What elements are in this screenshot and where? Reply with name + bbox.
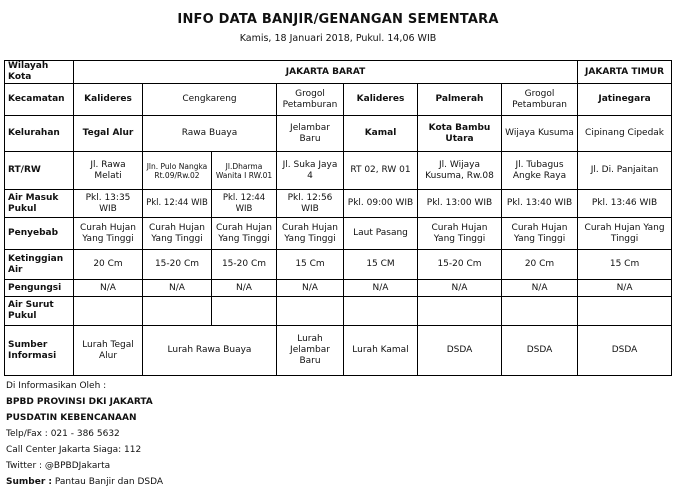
rtrw-cell: Jl. Suka Jaya 4 [277,152,344,190]
kelurahan-cell: Rawa Buaya [143,116,277,152]
air-masuk-cell: Pkl. 12:44 WIB [212,190,277,218]
label-kelurahan: Kelurahan [5,116,74,152]
footer-info [6,378,163,490]
penyebab-cell: Curah Hujan Yang Tinggi [418,218,502,250]
source-value: Pantau Banjir dan DSDA [51,477,164,487]
kelurahan-cell: Tegal Alur [74,116,143,152]
kecamatan-cell: Kalideres [344,84,418,116]
rtrw-cell: Jl. Di. Panjaitan [578,152,672,190]
air-surut-cell [143,297,212,326]
ketinggian-cell: 15 CM [344,250,418,280]
kecamatan-cell: Cengkareng [143,84,277,116]
org-pusdatin: PUSDATIN KEBENCANAAN [6,413,137,423]
penyebab-cell: Curah Hujan Yang Tinggi [502,218,578,250]
kelurahan-cell: Jelambar Baru [277,116,344,152]
pengungsi-cell: N/A [344,280,418,297]
row-pengungsi [5,280,672,297]
row-sumber [5,326,672,376]
twitter-handle: Twitter : @BPBDJakarta [6,461,111,471]
penyebab-cell: Curah Hujan Yang Tinggi [578,218,672,250]
pengungsi-cell: N/A [143,280,212,297]
kelurahan-cell: Kamal [344,116,418,152]
kecamatan-cell: Kalideres [74,84,143,116]
row-kelurahan [5,116,672,152]
sumber-cell: DSDA [578,326,672,376]
label-rtrw: RT/RW [5,152,74,190]
rtrw-cell: RT 02, RW 01 [344,152,418,190]
row-ketinggian [5,250,672,280]
penyebab-cell: Laut Pasang [344,218,418,250]
air-masuk-cell: Pkl. 12:56 WIB [277,190,344,218]
row-wilayah [5,61,672,84]
kecamatan-cell: Jatinegara [578,84,672,116]
ketinggian-cell: 15-20 Cm [212,250,277,280]
flood-data-table [4,60,672,376]
air-masuk-cell: Pkl. 13:35 WIB [74,190,143,218]
telp-fax: Telp/Fax : 021 - 386 5632 [6,429,120,439]
air-surut-cell [578,297,672,326]
label-wilayah: Wilayah Kota [5,61,74,84]
ketinggian-cell: 20 Cm [74,250,143,280]
rtrw-cell: Jl.Dharma Wanita I RW.01 [212,152,277,190]
ketinggian-cell: 15 Cm [578,250,672,280]
air-masuk-cell: Pkl. 13:40 WIB [502,190,578,218]
informed-by: Di Informasikan Oleh : [6,381,107,391]
wilayah-jakarta-barat: JAKARTA BARAT [74,61,578,84]
air-masuk-cell: Pkl. 09:00 WIB [344,190,418,218]
source-label: Sumber : [6,477,52,487]
penyebab-cell: Curah Hujan Yang Tinggi [143,218,212,250]
wilayah-jakarta-timur: JAKARTA TIMUR [578,61,672,84]
air-surut-cell [502,297,578,326]
air-masuk-cell: Pkl. 13:46 WIB [578,190,672,218]
rtrw-cell: Jln. Pulo Nangka Rt.09/Rw.02 [143,152,212,190]
air-masuk-cell: Pkl. 13:00 WIB [418,190,502,218]
air-surut-cell [418,297,502,326]
ketinggian-cell: 15 Cm [277,250,344,280]
rtrw-cell: Jl. Rawa Melati [74,152,143,190]
rtrw-cell: Jl. Wijaya Kusuma, Rw.08 [418,152,502,190]
penyebab-cell: Curah Hujan Yang Tinggi [74,218,143,250]
pengungsi-cell: N/A [502,280,578,297]
pengungsi-cell: N/A [578,280,672,297]
rtrw-cell: Jl. Tubagus Angke Raya [502,152,578,190]
kelurahan-cell: Cipinang Cipedak [578,116,672,152]
kelurahan-cell: Wijaya Kusuma [502,116,578,152]
label-air-surut: Air Surut Pukul [5,297,74,326]
kecamatan-cell: Grogol Petamburan [277,84,344,116]
kelurahan-cell: Kota Bambu Utara [418,116,502,152]
label-penyebab: Penyebab [5,218,74,250]
sumber-cell: Lurah Rawa Buaya [143,326,277,376]
ketinggian-cell: 15-20 Cm [143,250,212,280]
sumber-cell: Lurah Jelambar Baru [277,326,344,376]
sumber-cell: Lurah Tegal Alur [74,326,143,376]
pengungsi-cell: N/A [74,280,143,297]
ketinggian-cell: 15-20 Cm [418,250,502,280]
row-air-masuk [5,190,672,218]
kecamatan-cell: Palmerah [418,84,502,116]
pengungsi-cell: N/A [277,280,344,297]
sumber-cell: DSDA [418,326,502,376]
sumber-cell: DSDA [502,326,578,376]
air-masuk-cell: Pkl. 12:44 WIB [143,190,212,218]
page-title: INFO DATA BANJIR/GENANGAN SEMENTARA [177,12,499,27]
row-kecamatan [5,84,672,116]
label-sumber: Sumber Informasi [5,326,74,376]
air-surut-cell [277,297,344,326]
label-ketinggian: Ketinggian Air [5,250,74,280]
row-rtrw [5,152,672,190]
pengungsi-cell: N/A [212,280,277,297]
air-surut-cell [344,297,418,326]
row-penyebab [5,218,672,250]
label-air-masuk: Air Masuk Pukul [5,190,74,218]
label-pengungsi: Pengungsi [5,280,74,297]
source-line [6,474,163,490]
page-subtitle: Kamis, 18 Januari 2018, Pukul. 14,06 WIB [239,33,437,44]
pengungsi-cell: N/A [418,280,502,297]
kecamatan-cell: Grogol Petamburan [502,84,578,116]
sumber-cell: Lurah Kamal [344,326,418,376]
penyebab-cell: Curah Hujan Yang Tinggi [277,218,344,250]
ketinggian-cell: 20 Cm [502,250,578,280]
penyebab-cell: Curah Hujan Yang Tinggi [212,218,277,250]
org-bpbd: BPBD PROVINSI DKI JAKARTA [6,397,153,407]
air-surut-cell [212,297,277,326]
call-center: Call Center Jakarta Siaga: 112 [6,445,142,455]
air-surut-cell [74,297,143,326]
row-air-surut [5,297,672,326]
label-kecamatan: Kecamatan [5,84,74,116]
